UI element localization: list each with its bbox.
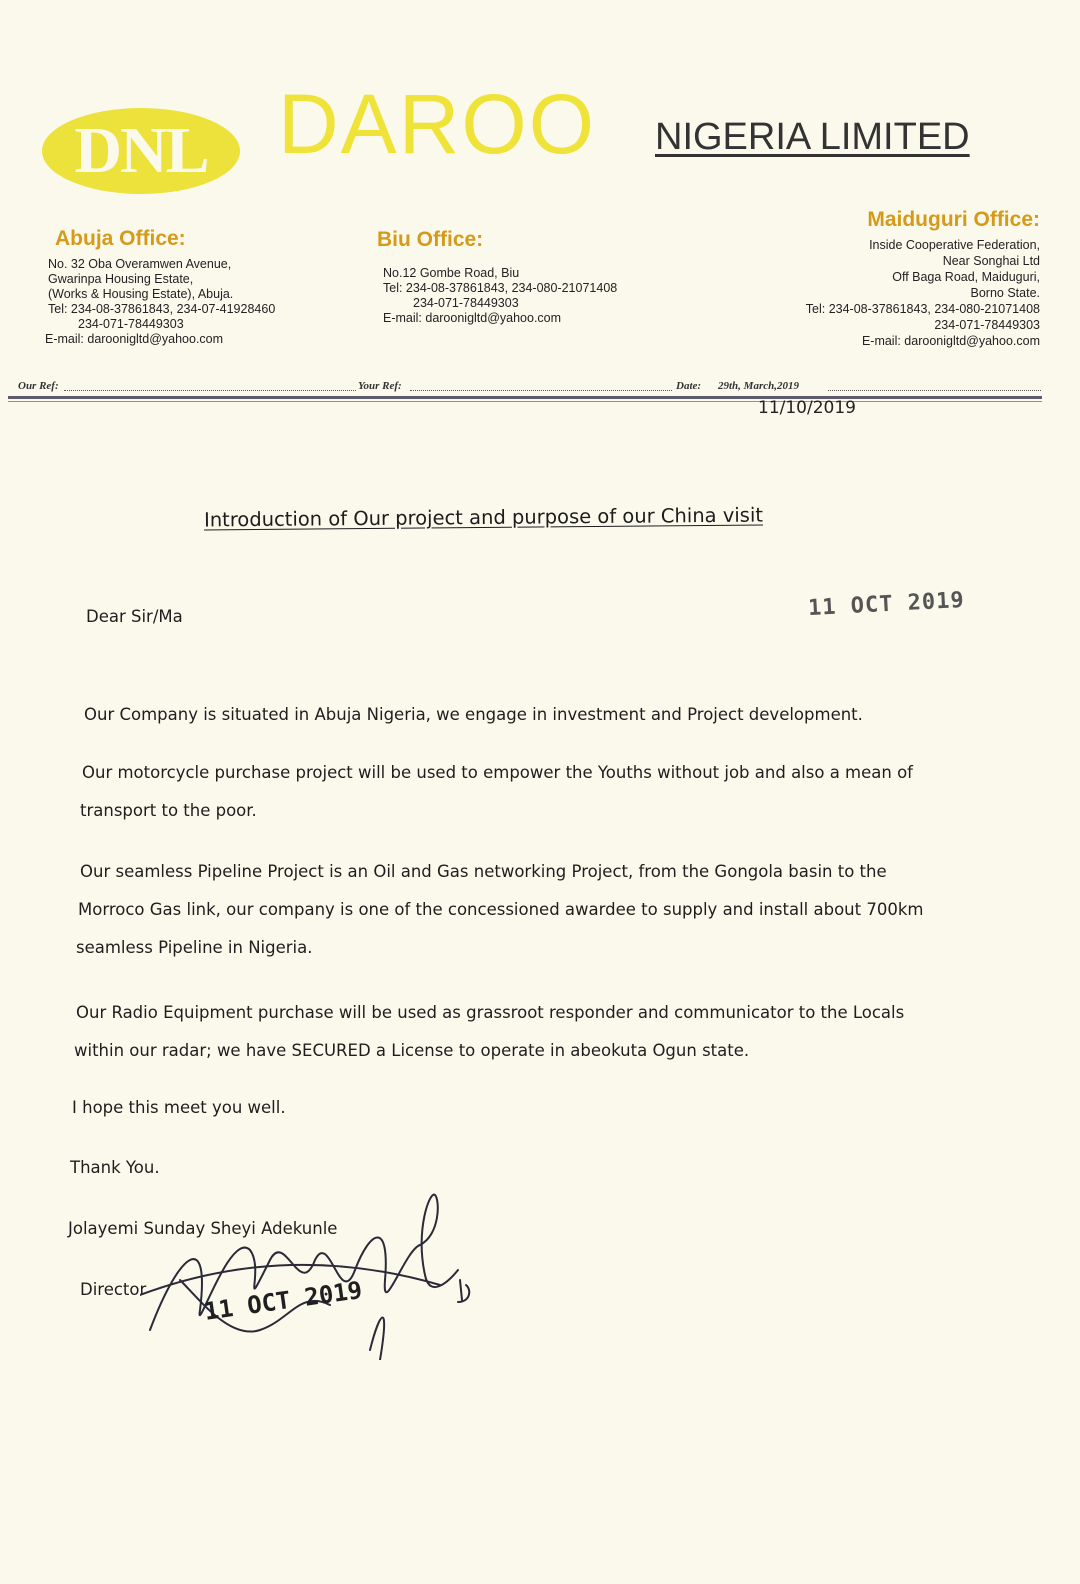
biu-office-line: Tel: 234-08-37861843, 234-080-21071408 (383, 281, 618, 295)
maiduguri-office-title: Maiduguri Office: (867, 208, 1040, 231)
abuja-office (45, 227, 276, 347)
signature-stamp: 11 OCT 2019 (202, 1275, 364, 1326)
biu-office-title: Biu Office: (377, 228, 484, 251)
reference-line (18, 380, 1041, 394)
brand-suffix: NIGERIA LIMITED (655, 116, 970, 158)
maiduguri-office-line: Inside Cooperative Federation, (869, 238, 1040, 252)
paragraph-line: Our Radio Equipment purchase will be used as grassroot responder and communicator to the Locals (76, 1003, 905, 1022)
letterhead-divider (8, 396, 1042, 399)
biu-office-line: No.12 Gombe Road, Biu (383, 266, 520, 280)
abuja-office-line: No. 32 Oba Overamwen Avenue, (48, 257, 232, 271)
paragraph-line: Morroco Gas link, our company is one of the concessioned awardee to supply and install about 700km (78, 900, 924, 919)
abuja-office-email: E-mail: daroonigltd@yahoo.com (45, 332, 224, 346)
maiduguri-office-line: Off Baga Road, Maiduguri, (892, 270, 1040, 284)
logo-monogram: DNL (74, 114, 208, 187)
paragraph-line: Our motorcycle purchase project will be used to empower the Youths without job and also a mean of (82, 763, 913, 782)
signatory-title: Director (80, 1280, 147, 1299)
company-logo (42, 108, 240, 194)
paragraph-line: within our radar; we have SECURED a License to operate in abeokuta Ogun state. (74, 1041, 750, 1060)
paragraph-line: Our seamless Pipeline Project is an Oil and Gas networking Project, from the Gongola basin to the (80, 862, 887, 881)
biu-office (377, 229, 617, 326)
your-ref-label: Your Ref: (358, 380, 402, 392)
maiduguri-office-line: Near Songhai Ltd (942, 254, 1040, 268)
received-date-stamp: 11 OCT 2019 (807, 587, 966, 622)
paragraph-line: seamless Pipeline in Nigeria. (76, 938, 313, 957)
closing-line: I hope this meet you well. (72, 1098, 286, 1117)
abuja-office-line: Gwarinpa Housing Estate, (48, 272, 194, 286)
maiduguri-office (806, 209, 1040, 349)
salutation: Dear Sir/Ma (86, 607, 183, 626)
thank-you: Thank You. (70, 1158, 160, 1177)
paragraph-line: Our Company is situated in Abuja Nigeria, we engage in investment and Project development. (84, 705, 863, 724)
signatory-name: Jolayemi Sunday Sheyi Adekunle (68, 1219, 338, 1238)
abuja-office-line: 234-071-78449303 (78, 317, 184, 331)
date-label: Date: (676, 380, 702, 392)
biu-office-email: E-mail: daroonigltd@yahoo.com (383, 311, 562, 325)
brand-name: DAROO (278, 77, 597, 171)
abuja-office-line: (Works & Housing Estate), Abuja. (48, 287, 234, 301)
letter-title: Introduction of Our project and purpose of our China visit (203, 503, 764, 532)
abuja-office-title: Abuja Office: (55, 227, 186, 250)
biu-office-line: 234-071-78449303 (413, 296, 519, 310)
letterhead-divider-thin (8, 401, 1042, 402)
maiduguri-office-line: Tel: 234-08-37861843, 234-080-21071408 (805, 302, 1040, 316)
paragraph-line: transport to the poor. (80, 801, 257, 820)
date-value: 29th, March,2019 (718, 380, 799, 392)
our-ref-label: Our Ref: (18, 380, 59, 392)
handwritten-signature (140, 1190, 490, 1360)
maiduguri-office-line: 234-071-78449303 (934, 318, 1040, 332)
maiduguri-office-email: E-mail: daroonigltd@yahoo.com (861, 334, 1040, 348)
abuja-office-line: Tel: 234-08-37861843, 234-07-41928460 (48, 302, 276, 316)
handwritten-date: 11/10/2019 (758, 398, 856, 418)
maiduguri-office-line: Borno State. (970, 286, 1040, 300)
